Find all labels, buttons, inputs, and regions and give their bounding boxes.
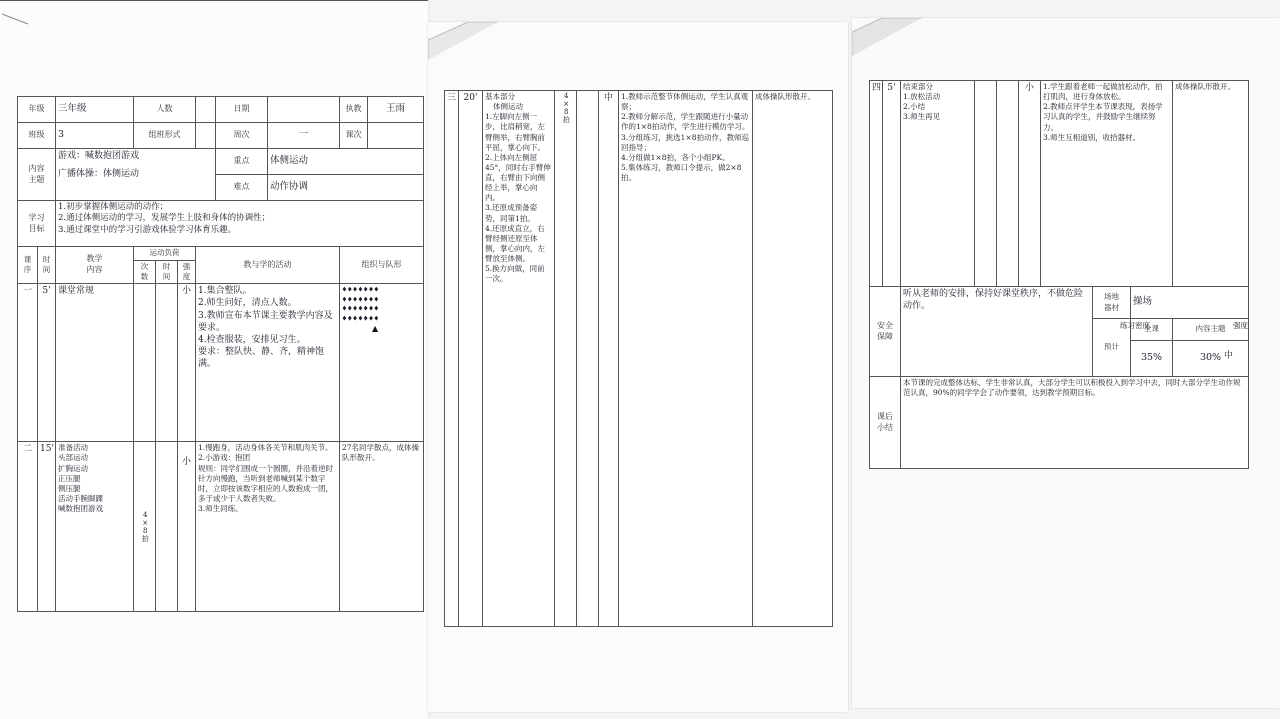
sec3-time: 20' [459, 91, 483, 627]
col-duration: 时 间 [156, 261, 178, 284]
sec3-step: 4.还原成直立，右臂经侧还原至体侧，掌心向内，左臂放至体侧。 [485, 223, 545, 263]
sec4-content [901, 81, 975, 287]
sec3-content-sub: 体侧运动 [493, 102, 523, 112]
sec1-time: 5' [38, 284, 56, 442]
sec4-time: 5' [883, 81, 901, 287]
class-label: 班级 [18, 123, 56, 149]
venue-label: 场地 器材 [1093, 287, 1131, 319]
sec3-step: 1.左脚向左侧一步，比肩稍宽，左臂侧举，右臂胸前平屈，掌心向下。 [485, 112, 545, 152]
sec2-activities [196, 442, 340, 612]
teacher-value: 王雨 [368, 97, 424, 123]
teacher-label: 执教 [340, 97, 368, 123]
goal-item: 1.初步掌握体侧运动的动作； [58, 202, 169, 212]
sec3-content-title: 基本部分 [485, 92, 515, 101]
sec2-times [134, 442, 156, 612]
teacher-position-icon: ▲ [372, 323, 379, 333]
key-point-value: 体侧运动 [268, 149, 424, 175]
learning-goals-value [56, 201, 424, 247]
grade-label: 年级 [18, 97, 56, 123]
summary-label: 课后 小结 [870, 377, 901, 469]
whole-class-label: 全课 [1131, 319, 1173, 341]
activity-item: 1.慢跑身，活动身体各关节和肌肉关节。 [198, 443, 333, 453]
sec3-content [483, 91, 555, 627]
activity-item: 3.师生同练。 [198, 504, 243, 513]
content-line-1: 游戏：喊数抱团游戏 [58, 151, 140, 161]
col-load: 运动负荷 [134, 247, 196, 261]
lesson-plan-page-3 [852, 18, 1280, 708]
sec1-formation [340, 284, 424, 442]
col-intensity: 强 度 [178, 261, 196, 284]
sec2-organization: 27名同学散点，成体操队形散开。 [340, 442, 424, 612]
sec4-order: 四 [870, 81, 883, 287]
topic-label: 内容主题 [1173, 319, 1249, 341]
venue-value: 操场 [1131, 287, 1249, 319]
org-form-label: 组班形式 [134, 123, 196, 149]
sec1-duration [156, 284, 178, 442]
activity-item: 3.分组练习，挑选1×8拍动作，教师巡回指导； [621, 132, 749, 152]
sec4-times [975, 81, 997, 287]
activity-item: 2.小游戏：抱团 [198, 453, 251, 463]
sec3-step: 3.还原成预备姿势，同第1拍。 [485, 203, 538, 223]
grade-value: 三年级 [56, 97, 134, 123]
count-value [196, 97, 216, 123]
sec1-activities [196, 284, 340, 442]
sec4-intensity: 小 [1019, 81, 1041, 287]
activity-item: 1.教师示范整节体侧运动，学生认真观察； [621, 92, 749, 112]
sec3-times [555, 91, 577, 627]
sec3-activities [619, 91, 753, 627]
summary-text: 本节课的完成整体达标，学生非常认真，大部分学生可以积极投入到学习中去，同时大部分学生动作规范认真，90%的同学学会了动作要领，达到教学预期目标。 [901, 377, 1249, 469]
col-content: 教学 内容 [56, 247, 134, 284]
sec2-times-text: 4×8拍 [141, 511, 150, 543]
sec2-intensity: 小 [178, 442, 196, 612]
student-formation: ♦♦♦♦♦♦♦ ♦♦♦♦♦♦♦ ♦♦♦♦♦♦♦ ♦♦♦♦♦♦♦ [342, 285, 380, 324]
lesson-plan-table-2 [444, 90, 833, 627]
safety-text: 听从老师的安排，保持好课堂秩序，不做危险动作。 [901, 287, 1093, 377]
safety-label: 安全 保障 [870, 287, 901, 377]
goal-item: 2.通过体侧运动的学习，发展学生上肢和身体的协调性； [58, 213, 271, 224]
col-times: 次 数 [134, 261, 156, 284]
sec3-intensity: 中 [599, 91, 619, 627]
activity-item: 1.学生跟着老师一起做放松动作，拍打肌肉，进行身体放松。 [1043, 82, 1163, 102]
sec3-step: 一次。 [485, 274, 508, 284]
activity-item: 3.师生互相道别，收拾器材。 [1043, 132, 1141, 142]
content-theme-value [56, 149, 216, 201]
org-form-value [196, 123, 216, 149]
content-theme-label: 内容 主题 [18, 149, 56, 201]
whole-class-density: 35% [1131, 341, 1173, 377]
intensity-estimate: 中 [1224, 351, 1234, 361]
activity-item: 5.集体练习，教师口令提示，做2×8拍。 [621, 162, 742, 182]
week-value: 一 [268, 123, 340, 149]
sec3-organization: 成体操队形散开。 [753, 91, 833, 627]
sec2-content: 准备活动 头部运动 扩胸运动 正压腿 侧压腿 活动手腕脚踝 喊数抱团游戏 [56, 442, 134, 612]
col-activity: 教与学的活动 [196, 247, 340, 284]
sec3-duration [577, 91, 599, 627]
difficulty-value: 动作协调 [268, 175, 424, 201]
sec3-order: 三 [445, 91, 459, 627]
activity-item: 4.检查服装，安排见习生。 [198, 334, 306, 345]
sec4-activities [1041, 81, 1173, 287]
estimate-label: 预计 [1093, 319, 1131, 377]
topic-density: 30% [1173, 341, 1249, 377]
lesson-value [368, 123, 424, 149]
activity-item: 1.集合整队。 [198, 286, 252, 297]
goal-item: 3.通过课堂中的学习引游戏体验学习体育乐趣。 [58, 224, 237, 235]
week-label: 周次 [216, 123, 268, 149]
date-value [268, 97, 340, 123]
sec1-content: 课堂常规 [56, 284, 134, 442]
top-edge-line [0, 0, 428, 1]
lesson-label: 课次 [340, 123, 368, 149]
lesson-plan-table-3 [869, 80, 1249, 469]
difficulty-label: 难点 [216, 175, 268, 201]
sec4-content-body: 1.放松活动 2.小结 3.师生再见 [903, 92, 941, 122]
activity-item: 2.教师分解示范，学生跟随进行小量动作的1×8拍动作，学生进行模仿学习。 [621, 112, 750, 132]
lesson-plan-page-2 [428, 22, 848, 712]
col-time: 时 间 [38, 247, 56, 284]
date-label: 日期 [216, 97, 268, 123]
count-label: 人数 [134, 97, 196, 123]
sec3-step: 5.换方向做，同前 [485, 264, 545, 274]
sec2-time: 15' [38, 442, 56, 612]
page-curl-mark [852, 18, 922, 56]
lesson-plan-page-1 [0, 0, 428, 719]
lesson-plan-table-1 [17, 96, 424, 612]
intensity-header-label: 强度 [1233, 321, 1248, 330]
sec4-duration [997, 81, 1019, 287]
practice-density-label: 练习密度 [1120, 321, 1150, 330]
content-line-2: 广播体操：体侧运动 [58, 169, 140, 180]
sec4-content-title: 结束部分 [903, 82, 933, 91]
sec4-organization: 成体操队形散开。 [1173, 81, 1249, 287]
sec3-step: 2.上体向左侧屈45°，同时右手臂伸直，右臂由下向侧经上举，掌心向内。 [485, 152, 551, 203]
sec2-duration [156, 442, 178, 612]
learning-goals-label: 学习 目标 [18, 201, 56, 247]
sec3-times-text: 4×8拍 [562, 92, 571, 123]
col-organization: 组织与队形 [340, 247, 424, 284]
page-curl-mark [0, 6, 70, 44]
activity-item: 3.教师宣布本节课主要教学内容及要求。 [198, 310, 333, 333]
sec1-times [134, 284, 156, 442]
activity-item: 2.教师点评学生本节课表现，表扬学习认真的学生，并鼓励学生继续努力。 [1043, 102, 1163, 132]
activity-item: 4.分组做1×8拍，各个小组PK。 [621, 152, 730, 162]
key-point-label: 重点 [216, 149, 268, 175]
class-value: 3 [56, 123, 134, 149]
sec1-intensity: 小 [178, 284, 196, 442]
page-curl-mark [428, 22, 498, 60]
density-header [1120, 320, 1248, 331]
activity-item: 2.师生问好，清点人数。 [198, 298, 297, 309]
sec2-order: 二 [18, 442, 38, 612]
activity-item: 规则：同学们围成一个圆圈，并沿着逆时针方向慢跑，当听到老师喊到某个数字时，立即按该数字相应的人数抱成一团，多于或少于人数者失败。 [198, 463, 334, 503]
activity-item: 要求：整队快、静、齐，精神饱满。 [198, 346, 325, 370]
sec1-order: 一 [18, 284, 38, 442]
col-order: 课 序 [18, 247, 38, 284]
